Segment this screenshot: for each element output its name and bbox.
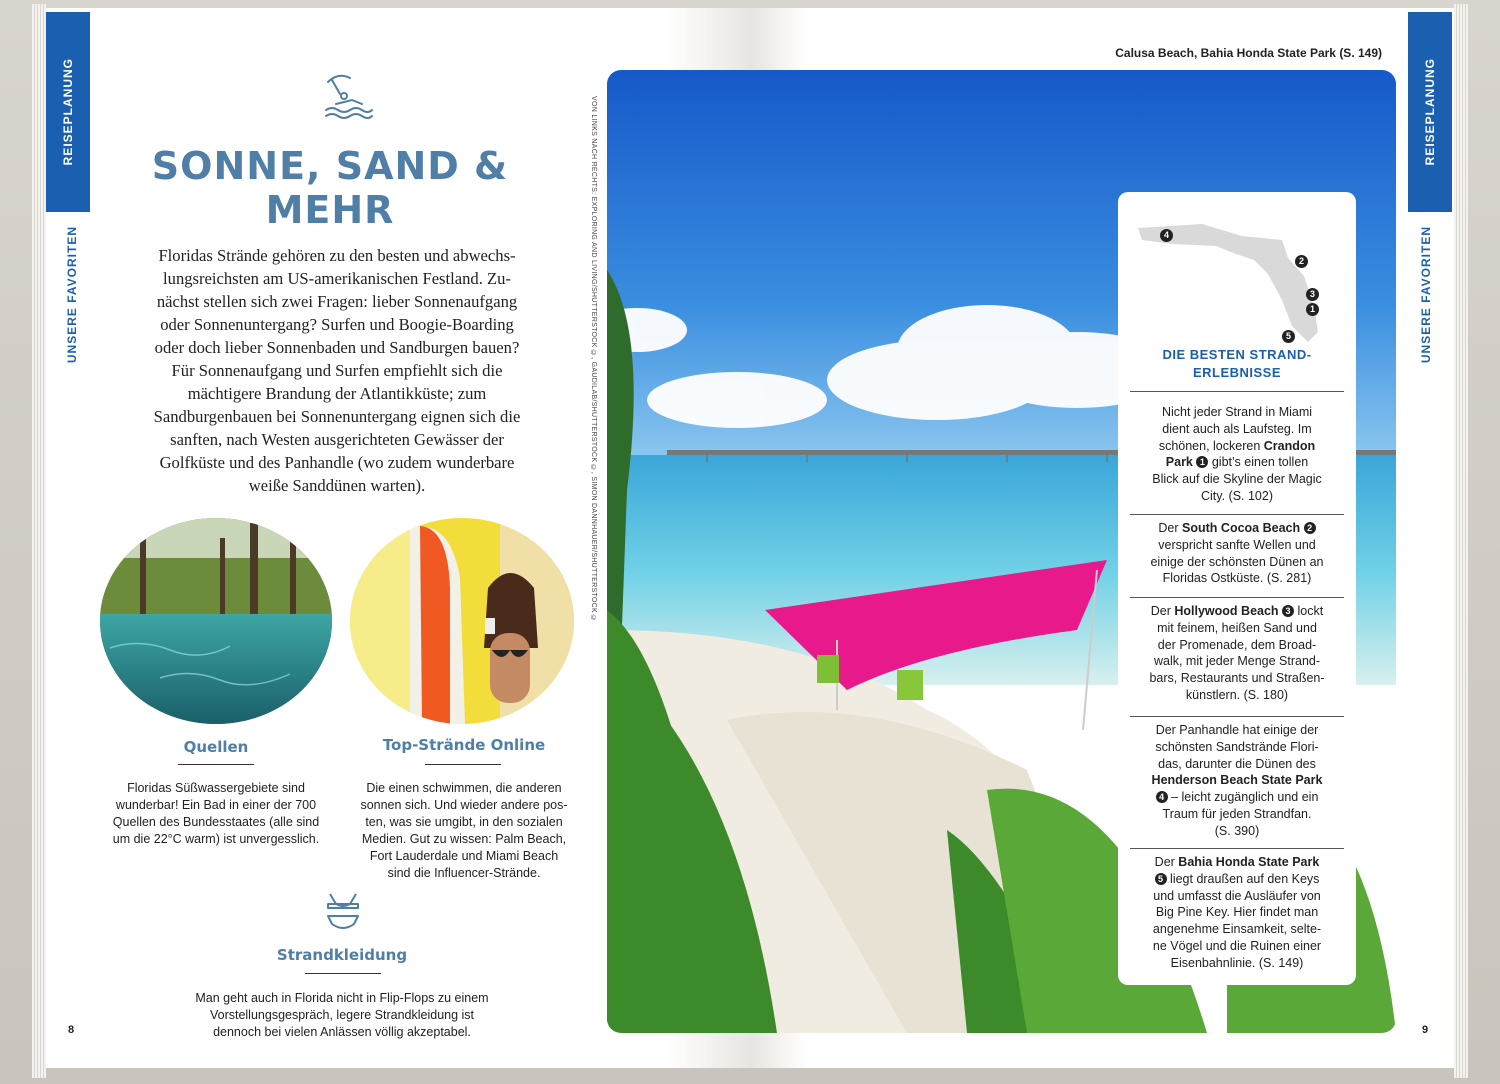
entry-text: künstlern. (S. 180) [1185,687,1289,702]
entry-line [1130,438,1344,455]
entry-line [1130,603,1344,620]
entry-line [1130,955,1344,972]
entry-text: – leicht zugänglich und ein [1167,790,1319,805]
beach-entry [1130,603,1344,704]
text-line: Man geht auch in Florida nicht in Flip-Flops zu einem [195,991,489,1005]
page-number-left: 8 [68,1024,75,1036]
entry-line [1130,454,1344,471]
entry-line [1130,471,1344,488]
section-tab-reiseplanung-left[interactable] [46,12,90,212]
intro-line: oder Sonnenuntergang? Surfen und Boogie-Boarding [160,315,514,334]
photo-credit-text: VON LINKS NACH RECHTS: EXPLORING AND LIVING/SHUTTERSTOCK ©, GAUDILAB/SHUTTERSTOCK ©, SIMON DANNHAUER/SHUTTERSTOCK © [590,96,597,623]
map-marker-3: 3 [1306,288,1319,301]
section-tab-favoriten-left [50,220,94,370]
map-marker-5: 5 [1282,330,1295,343]
page-edge-left [32,4,46,1078]
kleidung-heading: Strandkleidung [276,946,408,964]
title-line: MEHR [265,188,395,232]
entry-line [1130,488,1344,505]
best-beaches-box [1118,192,1356,985]
box-heading-line: ERLEBNISSE [1192,365,1282,380]
quellen-text [100,780,332,848]
entry-line [1130,921,1344,938]
entry-line [1130,653,1344,670]
map-marker-2: 2 [1295,255,1308,268]
intro-line: mächtigere Brandung der Atlantikküste; zum [187,384,487,403]
beach-name: Park [1165,455,1193,470]
heading-rule [425,764,501,765]
entry-text: liegt draußen auf den Keys [1166,871,1320,886]
text-line: Die einen schwimmen, die anderen [366,781,562,795]
swimwear-icon [324,890,362,934]
entry-text: der Promenade, dem Broad- [1157,637,1317,652]
map-reference-number: 2 [1304,522,1316,534]
entry-line [1130,687,1344,704]
page-title [100,144,560,232]
entry-text: Traum für jeden Strandfan. [1162,806,1312,821]
beach-entry [1130,404,1344,505]
intro-line: Für Sonnenaufgang und Surfen empfiehlt sich die [171,361,503,380]
entry-text: Big Pine Key. Hier findet man [1155,905,1319,920]
beach-entry [1130,722,1344,840]
beach-umbrella-icon [322,72,376,120]
entry-line [1130,570,1344,587]
box-heading-line: DIE BESTEN STRAND- [1162,347,1312,362]
entry-line [1130,520,1344,537]
entry-line [1130,620,1344,637]
text-line: Vorstellungsgespräch, legere Strandkleidung ist [209,1008,475,1022]
online-heading: Top-Strände Online [382,736,546,754]
map-reference-number: 5 [1155,873,1167,885]
entry-line [1130,554,1344,571]
entry-text: mit feinem, heißen Sand und [1157,620,1317,635]
quellen-heading: Quellen [183,738,249,756]
entry-text: Der [1154,855,1179,869]
intro-line: oder doch lieber Sonnenbaden und Sandburgen bauen? [154,338,520,357]
map-reference-number: 1 [1196,456,1208,468]
text-line: dennoch bei vielen Anlässen völlig akzeptabel. [213,1025,471,1039]
beach-entry [1130,854,1344,972]
page-edge-right [1454,4,1468,1078]
entry-text: schönen, lockeren [1158,438,1264,453]
tab-label: REISEPLANUNG [61,58,75,166]
entry-line [1130,722,1344,739]
entry-text: schönsten Sandstrände Flori- [1155,739,1319,754]
entry-text: lockt [1294,604,1324,618]
heading-rule [305,973,381,974]
entry-text: einige der schönsten Dünen an [1150,554,1324,569]
text-line: Medien. Gut zu wissen: Palm Beach, [361,832,567,846]
page-number-right: 9 [1422,1024,1429,1036]
text-line: wunderbar! Ein Bad in einer der 700 [115,798,317,812]
entry-line [1130,739,1344,756]
intro-line: weiße Sanddünen warten). [248,476,426,495]
intro-line: sanften, nach Westen ausgerichteten Gewässer der [170,430,504,449]
entry-text: Der Panhandle hat einige der [1155,723,1319,737]
section-tab-favoriten-right [1404,220,1448,370]
entry-text: bars, Restaurants und Straßen- [1149,671,1325,686]
map-marker-1: 1 [1306,303,1319,316]
beach-name: Hollywood Beach [1174,604,1279,618]
intro-line: lungsreichsten am US-amerikanischen Festland. Zu- [163,269,511,288]
beach-name: Henderson Beach State Park [1151,773,1323,788]
divider [1130,848,1344,849]
entry-line [1130,938,1344,955]
intro-line: Sandburgenbauen bei Sonnenuntergang eignen sich die [153,407,521,426]
entry-text: (S. 390) [1214,823,1260,838]
influencer-photo [350,518,574,724]
entry-text: Floridas Ostküste. (S. 281) [1162,571,1312,586]
intro-line: Floridas Strände gehören zu den besten und abwechs- [158,246,516,265]
divider [1130,597,1344,598]
text-line: um die 22°C warm) ist unvergesslich. [112,832,320,846]
divider [1130,391,1344,392]
intro-line: Golfküste und des Panhandle (wo zudem wunderbare [159,453,515,472]
photo-caption: Calusa Beach, Bahia Honda State Park (S. 149) [1115,46,1382,60]
online-text [346,780,582,882]
entry-line [1130,670,1344,687]
entry-text: ne Vögel und die Ruinen einer [1152,938,1322,953]
box-heading [1118,346,1356,382]
entry-line [1130,421,1344,438]
entry-text: City. (S. 102) [1200,488,1273,503]
entry-text: walk, mit jeder Menge Strand- [1153,654,1321,669]
kleidung-text [150,990,534,1041]
text-line: Fort Lauderdale und Miami Beach [369,849,559,863]
entry-line [1130,854,1344,871]
entry-text: dient auch als Laufsteg. Im [1162,421,1312,436]
entry-line [1130,789,1344,806]
entry-line [1130,404,1344,421]
entry-line [1130,823,1344,840]
text-line: sind die Influencer-Strände. [387,866,541,880]
entry-line [1130,871,1344,888]
entry-text: Der [1158,521,1183,535]
entry-line [1130,806,1344,823]
tab-label: UNSERE FAVORITEN [65,226,79,364]
text-line: Quellen des Bundesstaates (alle sind [112,815,320,829]
divider [1130,716,1344,717]
entry-text: und umfasst die Ausläufer von [1153,888,1321,903]
text-line: sonnen sich. Und wieder andere pos- [360,798,568,812]
entry-text: Der [1150,604,1175,618]
entry-text: Nicht jeder Strand in Miami [1161,405,1313,419]
entry-text: Blick auf die Skyline der Magic [1152,472,1322,487]
intro-paragraph [100,244,574,497]
tab-label: UNSERE FAVORITEN [1419,226,1433,364]
entry-text: Eisenbahnlinie. (S. 149) [1170,955,1304,970]
text-line: ten, was sie umgibt, in den sozialen [365,815,563,829]
text-line: Floridas Süßwassergebiete sind [127,781,305,795]
title-line: SONNE, SAND & [151,144,509,188]
entry-line [1130,756,1344,773]
entry-line [1130,537,1344,554]
beach-name: Crandon [1263,438,1316,453]
section-tab-reiseplanung-right[interactable] [1408,12,1452,212]
entry-line [1130,904,1344,921]
beach-name: Bahia Honda State Park [1178,855,1320,869]
entry-line [1130,888,1344,905]
springs-photo [100,518,332,724]
entry-line [1130,637,1344,654]
photo-credit [590,96,604,623]
map-reference-number: 3 [1282,605,1294,617]
entry-line [1130,772,1344,789]
beach-name: South Cocoa Beach [1182,521,1301,535]
tab-label: REISEPLANUNG [1423,58,1437,166]
beach-entry [1130,520,1344,587]
map-reference-number: 4 [1156,791,1168,803]
entry-text: verspricht sanfte Wellen und [1158,537,1316,552]
heading-rule [178,764,254,765]
intro-line: nächst stellen sich zwei Fragen: lieber Sonnenaufgang [156,292,518,311]
entry-text: das, darunter die Dünen des [1158,756,1316,771]
entry-text: gibt’s einen tollen [1208,455,1309,470]
divider [1130,514,1344,515]
entry-text: angenehme Einsamkeit, selte- [1152,922,1322,937]
map-marker-4: 4 [1160,229,1173,242]
